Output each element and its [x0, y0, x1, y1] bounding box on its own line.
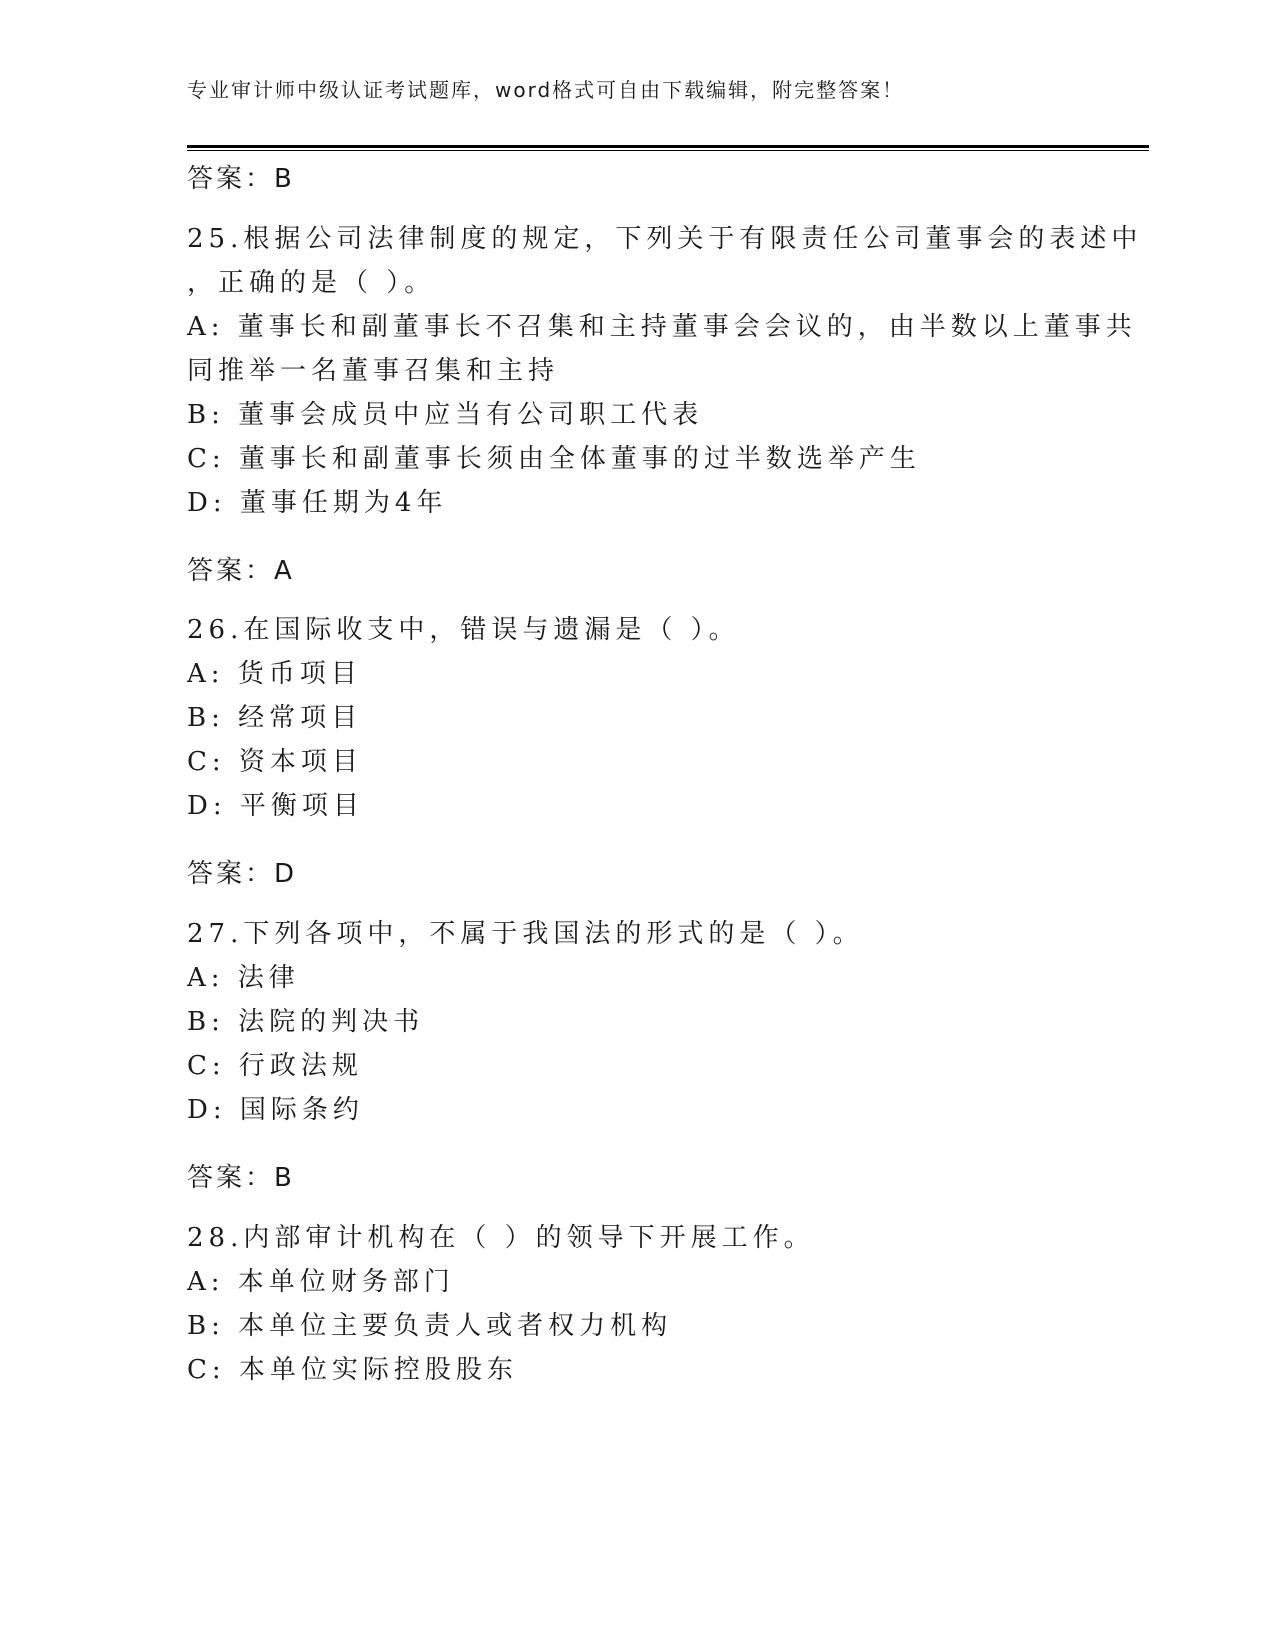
q25-stem-line1: 25.根据公司法律制度的规定，下列关于有限责任公司董事会的表述中	[187, 224, 1143, 254]
q28-option-b: B: 本单位主要负责人或者权力机构	[187, 1311, 673, 1341]
q26-answer: 答案：D	[187, 859, 298, 889]
q27-option-c: C: 行政法规	[187, 1051, 363, 1081]
q26-option-b: B: 经常项目	[187, 703, 363, 733]
q25-option-b: B: 董事会成员中应当有公司职工代表	[187, 400, 704, 430]
q28-option-a: A: 本单位财务部门	[187, 1267, 455, 1297]
q27-stem: 27.下列各项中，不属于我国法的形式的是（ ）。	[187, 919, 864, 949]
q25-option-a-line1: A: 董事长和副董事长不召集和主持董事会会议的，由半数以上董事共	[187, 312, 1137, 342]
header-rule-thin	[187, 150, 1149, 151]
header-rule-thick	[187, 145, 1149, 148]
page-header: 专业审计师中级认证考试题库，word格式可自由下载编辑，附完整答案！	[187, 78, 905, 102]
q27-answer: 答案：B	[187, 1163, 295, 1193]
q26-option-c: C: 资本项目	[187, 747, 363, 777]
q28-stem: 28.内部审计机构在（ ）的领导下开展工作。	[187, 1223, 815, 1253]
q25-option-c: C: 董事长和副董事长须由全体董事的过半数选举产生	[187, 444, 921, 474]
q26-option-a: A: 货币项目	[187, 659, 362, 689]
q28-option-c: C: 本单位实际控股股东	[187, 1355, 518, 1385]
q27-option-b: B: 法院的判决书	[187, 1007, 425, 1037]
answer-24: 答案：B	[187, 164, 295, 194]
q26-stem: 26.在国际收支中，错误与遗漏是（ ）。	[187, 615, 740, 645]
q25-stem-line2: ，正确的是（ ）。	[187, 268, 436, 298]
q27-option-d: D: 国际条约	[187, 1095, 364, 1125]
q27-option-a: A: 法律	[187, 963, 300, 993]
q25-answer: 答案：A	[187, 556, 295, 586]
q25-option-d: D: 董事任期为4年	[187, 488, 448, 518]
q25-option-a-line2: 同推举一名董事召集和主持	[187, 356, 560, 386]
q26-option-d: D: 平衡项目	[187, 791, 364, 821]
